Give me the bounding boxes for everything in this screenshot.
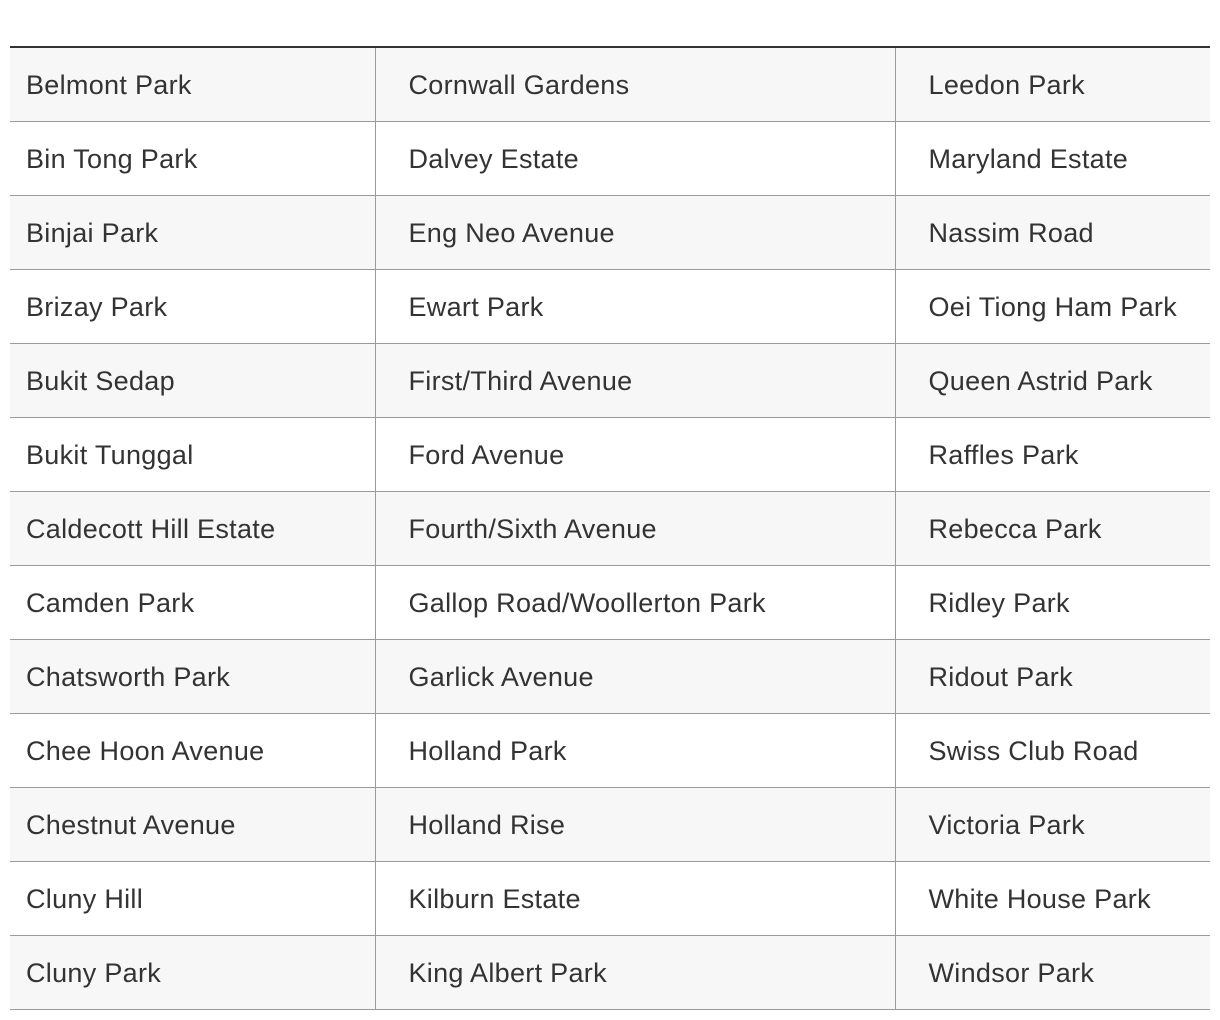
table-cell: Holland Park xyxy=(375,714,895,788)
table-cell: Oei Tiong Ham Park xyxy=(895,270,1210,344)
table-cell: Gallop Road/Woollerton Park xyxy=(375,566,895,640)
table-cell: First/Third Avenue xyxy=(375,344,895,418)
table-row xyxy=(10,270,1210,344)
table-row xyxy=(10,936,1210,1010)
table-row xyxy=(10,566,1210,640)
table-cell: Camden Park xyxy=(10,566,375,640)
table-row xyxy=(10,344,1210,418)
table-cell: Binjai Park xyxy=(10,196,375,270)
table-row xyxy=(10,862,1210,936)
table-cell: Swiss Club Road xyxy=(895,714,1210,788)
table-cell: Bukit Sedap xyxy=(10,344,375,418)
table-cell: Eng Neo Avenue xyxy=(375,196,895,270)
table-cell: Victoria Park xyxy=(895,788,1210,862)
table-cell: Ewart Park xyxy=(375,270,895,344)
table-cell: King Albert Park xyxy=(375,936,895,1010)
table-cell: Cluny Park xyxy=(10,936,375,1010)
table-cell: White House Park xyxy=(895,862,1210,936)
table-cell: Bin Tong Park xyxy=(10,122,375,196)
table-cell: Belmont Park xyxy=(10,47,375,122)
table-cell: Chee Hoon Avenue xyxy=(10,714,375,788)
table-cell: Garlick Avenue xyxy=(375,640,895,714)
table-row xyxy=(10,788,1210,862)
table-cell: Ridley Park xyxy=(895,566,1210,640)
table-cell: Windsor Park xyxy=(895,936,1210,1010)
table-row xyxy=(10,122,1210,196)
table-row xyxy=(10,196,1210,270)
table-row xyxy=(10,47,1210,122)
table-cell: Ridout Park xyxy=(895,640,1210,714)
table-cell: Nassim Road xyxy=(895,196,1210,270)
table-cell: Maryland Estate xyxy=(895,122,1210,196)
table-cell: Holland Rise xyxy=(375,788,895,862)
table-row xyxy=(10,640,1210,714)
table-cell: Cornwall Gardens xyxy=(375,47,895,122)
estates-table-body xyxy=(10,47,1210,1010)
table-cell: Ford Avenue xyxy=(375,418,895,492)
table-cell: Caldecott Hill Estate xyxy=(10,492,375,566)
table-cell: Fourth/Sixth Avenue xyxy=(375,492,895,566)
table-cell: Bukit Tunggal xyxy=(10,418,375,492)
table-row xyxy=(10,492,1210,566)
table-cell: Brizay Park xyxy=(10,270,375,344)
estates-table-container xyxy=(10,46,1210,1010)
estates-table xyxy=(10,46,1210,1010)
table-cell: Cluny Hill xyxy=(10,862,375,936)
table-cell: Dalvey Estate xyxy=(375,122,895,196)
table-cell: Chatsworth Park xyxy=(10,640,375,714)
table-cell: Rebecca Park xyxy=(895,492,1210,566)
table-row xyxy=(10,418,1210,492)
table-cell: Chestnut Avenue xyxy=(10,788,375,862)
table-cell: Leedon Park xyxy=(895,47,1210,122)
table-cell: Kilburn Estate xyxy=(375,862,895,936)
table-row xyxy=(10,714,1210,788)
table-cell: Raffles Park xyxy=(895,418,1210,492)
table-cell: Queen Astrid Park xyxy=(895,344,1210,418)
